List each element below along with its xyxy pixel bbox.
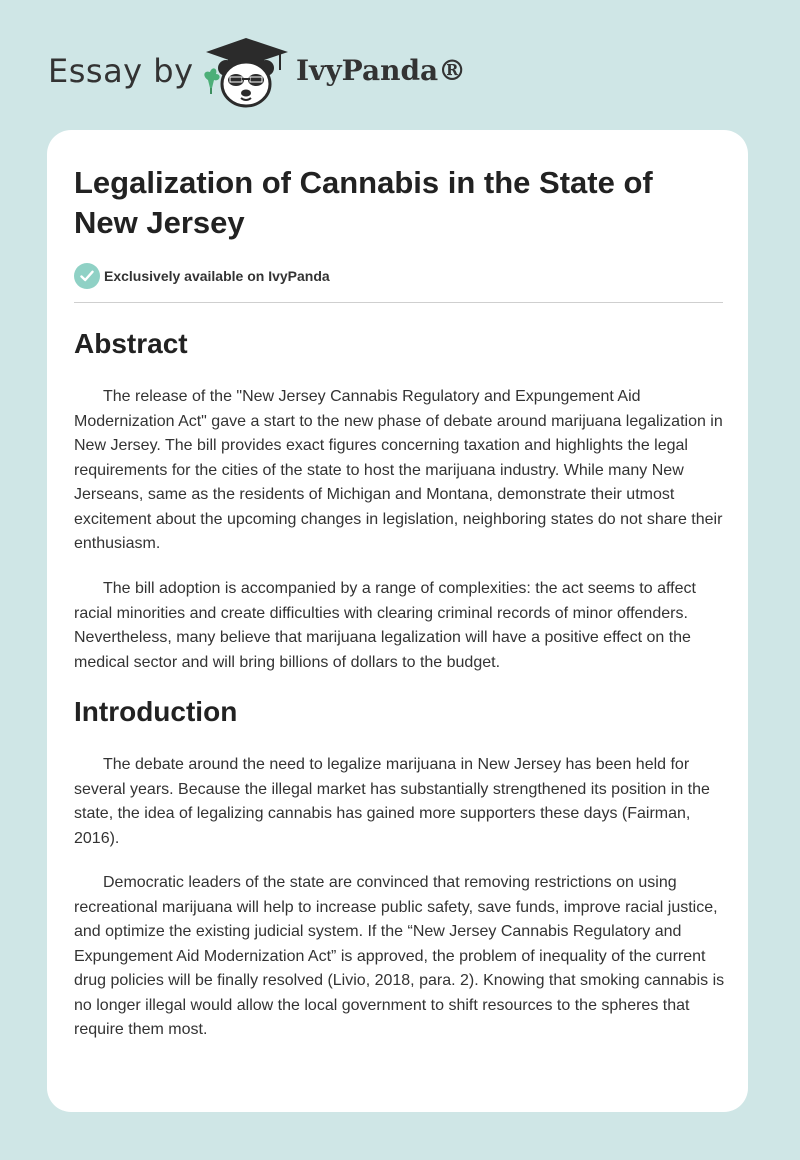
check-circle-icon <box>74 263 100 289</box>
essay-card <box>47 130 748 1112</box>
introduction-paragraph-1: The debate around the need to legalize marijuana in New Jersey has been held for several years. Because the illegal market has substantially strengthened its position in the state, the idea of legalizing cannabis has gained more supporters these days (Fairman, 2016). <box>74 756 710 847</box>
abstract-paragraph-2: The bill adoption is accompanied by a range of complexities: the act seems to affect racial minorities and create difficulties with clearing criminal records of minor offenders. Nevertheless, many believe that marijuana legalization will have a positive effect on the medical sector and will bring billions of dollars to the budget. <box>74 580 696 671</box>
badge-label: Exclusively available on IvyPanda <box>104 268 330 284</box>
page-title: Legalization of Cannabis in the State of New Jersey <box>74 165 653 240</box>
panda-graduate-icon[interactable] <box>200 36 292 110</box>
essay-by-label: Essay by <box>48 52 194 90</box>
site-header <box>0 0 800 130</box>
brand-name[interactable]: IvyPanda® <box>296 54 467 87</box>
section-heading-abstract: Abstract <box>74 328 188 359</box>
introduction-paragraph-2: Democratic leaders of the state are convinced that removing restrictions on using recreational marijuana will help to increase public safety, save funds, improve racial justice, and optimize the existing judicial system. If the “New Jersey Cannabis Regulatory and Expungement Aid Modernization Act” is approved, the problem of inequality of the current drug policies will be finally resolved (Livio, 2018, para. 2). Knowing that smoking cannabis is no longer illegal would allow the local government to shift resources to the spheres that require them most. <box>74 874 725 1038</box>
section-heading-introduction: Introduction <box>74 696 238 727</box>
leaf-icon <box>204 68 219 94</box>
exclusive-badge <box>74 263 330 289</box>
divider <box>74 302 723 303</box>
abstract-paragraph-1: The release of the "New Jersey Cannabis Regulatory and Expungement Aid Modernization Act" gave a start to the new phase of debate around marijuana legalization in New Jersey. The bill provides exact figures concerning taxation and highlights the legal requirements for the cities of the state to host the marijuana industry. While many New Jerseans, same as the residents of Michigan and Montana, demonstrate their utmost excitement about the upcoming changes in legislation, neighboring states do not share their enthusiasm. <box>74 388 723 552</box>
